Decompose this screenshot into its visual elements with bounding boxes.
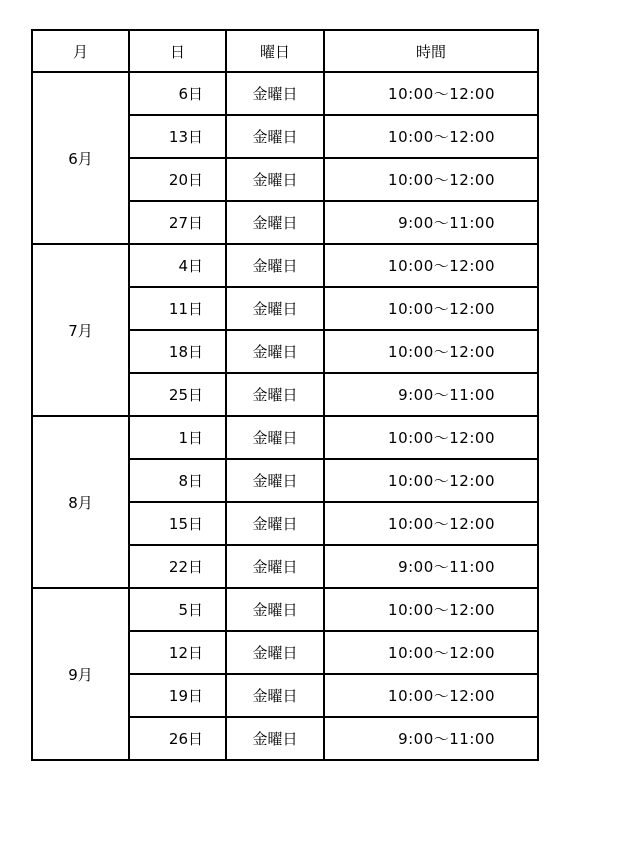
day-cell: 15日 <box>129 502 226 545</box>
weekday-cell: 金曜日 <box>226 158 324 201</box>
day-cell: 25日 <box>129 373 226 416</box>
weekday-cell: 金曜日 <box>226 502 324 545</box>
month-cell: 9月 <box>32 588 129 760</box>
header-month: 月 <box>32 30 129 72</box>
day-cell: 1日 <box>129 416 226 459</box>
weekday-cell: 金曜日 <box>226 373 324 416</box>
day-cell: 27日 <box>129 201 226 244</box>
time-cell: 10:00～12:00 <box>324 330 538 373</box>
time-cell: 9:00～11:00 <box>324 201 538 244</box>
time-cell: 10:00～12:00 <box>324 158 538 201</box>
table-header <box>32 30 538 72</box>
month-cell: 6月 <box>32 72 129 244</box>
time-cell: 10:00～12:00 <box>324 459 538 502</box>
weekday-cell: 金曜日 <box>226 287 324 330</box>
schedule-table <box>31 29 539 761</box>
day-cell: 20日 <box>129 158 226 201</box>
time-cell: 10:00～12:00 <box>324 416 538 459</box>
day-cell: 5日 <box>129 588 226 631</box>
weekday-cell: 金曜日 <box>226 588 324 631</box>
weekday-cell: 金曜日 <box>226 674 324 717</box>
weekday-cell: 金曜日 <box>226 330 324 373</box>
day-cell: 13日 <box>129 115 226 158</box>
weekday-cell: 金曜日 <box>226 631 324 674</box>
header-row <box>32 30 538 72</box>
table-row <box>32 244 538 287</box>
time-cell: 10:00～12:00 <box>324 502 538 545</box>
time-cell: 10:00～12:00 <box>324 588 538 631</box>
weekday-cell: 金曜日 <box>226 72 324 115</box>
time-cell: 10:00～12:00 <box>324 115 538 158</box>
day-cell: 11日 <box>129 287 226 330</box>
day-cell: 12日 <box>129 631 226 674</box>
time-cell: 10:00～12:00 <box>324 674 538 717</box>
day-cell: 18日 <box>129 330 226 373</box>
weekday-cell: 金曜日 <box>226 717 324 760</box>
day-cell: 19日 <box>129 674 226 717</box>
weekday-cell: 金曜日 <box>226 545 324 588</box>
time-cell: 9:00～11:00 <box>324 717 538 760</box>
time-cell: 10:00～12:00 <box>324 287 538 330</box>
time-cell: 9:00～11:00 <box>324 545 538 588</box>
weekday-cell: 金曜日 <box>226 459 324 502</box>
day-cell: 6日 <box>129 72 226 115</box>
weekday-cell: 金曜日 <box>226 416 324 459</box>
time-cell: 9:00～11:00 <box>324 373 538 416</box>
month-cell: 8月 <box>32 416 129 588</box>
header-weekday: 曜日 <box>226 30 324 72</box>
day-cell: 22日 <box>129 545 226 588</box>
weekday-cell: 金曜日 <box>226 244 324 287</box>
day-cell: 4日 <box>129 244 226 287</box>
header-time: 時間 <box>324 30 538 72</box>
header-day: 日 <box>129 30 226 72</box>
weekday-cell: 金曜日 <box>226 115 324 158</box>
time-cell: 10:00～12:00 <box>324 631 538 674</box>
day-cell: 8日 <box>129 459 226 502</box>
day-cell: 26日 <box>129 717 226 760</box>
month-cell: 7月 <box>32 244 129 416</box>
weekday-cell: 金曜日 <box>226 201 324 244</box>
table-row <box>32 416 538 459</box>
time-cell: 10:00～12:00 <box>324 244 538 287</box>
table-row <box>32 588 538 631</box>
table-row <box>32 72 538 115</box>
time-cell: 10:00～12:00 <box>324 72 538 115</box>
table-body <box>32 72 538 760</box>
